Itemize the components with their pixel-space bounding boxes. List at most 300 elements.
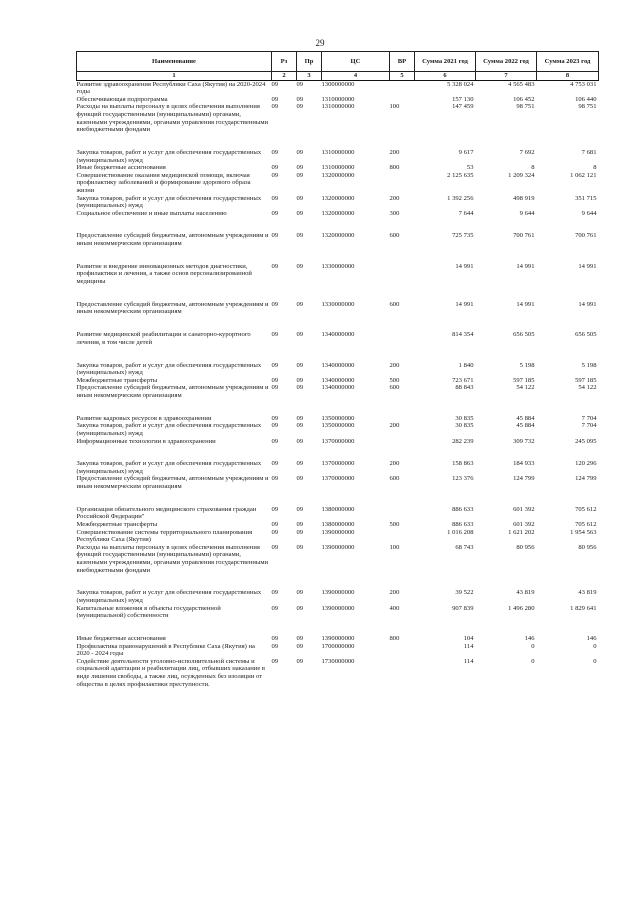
spacer-cell [77, 445, 599, 460]
row-pr: 09 [296, 171, 304, 179]
row-sum-2022: 184 933 [513, 460, 535, 468]
row-sum-2023: 124 799 [575, 475, 597, 483]
row-rz: 09 [271, 376, 279, 384]
row-sum-2021: 282 239 [452, 437, 474, 445]
row-spacer [77, 574, 599, 589]
row-spacer [77, 134, 599, 149]
row-cs: 1340000000 [321, 361, 355, 369]
table-row [77, 263, 599, 286]
row-sum-2022: 1 496 280 [508, 604, 535, 612]
row-vr [390, 172, 415, 195]
row-sum-2021: 7 644 [458, 209, 474, 217]
row-rz: 09 [271, 300, 279, 308]
column-number: 4 [322, 72, 390, 81]
row-cs: 1330000000 [321, 300, 355, 308]
row-rz: 09 [271, 164, 279, 172]
row-name: Расходы на выплаты персоналу в целях обеспечения выполнения функций государственными (муниципальными) органами, казенными учреждениями, органами управления государственными внебюджетными фондами [76, 103, 269, 134]
row-cs: 1310000000 [321, 148, 355, 156]
row-sum-2022: 7 692 [519, 148, 535, 156]
row-sum-2021: 30 835 [455, 422, 474, 430]
row-cs: 1390000000 [321, 604, 355, 612]
row-pr: 09 [296, 604, 304, 612]
row-sum-2022: 9 644 [519, 209, 535, 217]
table-row [77, 643, 599, 658]
row-cs: 1340000000 [321, 331, 355, 339]
row-cs: 1340000000 [321, 376, 355, 384]
row-cs: 1330000000 [321, 262, 355, 270]
row-sum-2023: 8 [593, 164, 597, 172]
row-vr [390, 331, 415, 346]
row-sum-2022: 309 732 [513, 437, 535, 445]
table-body [77, 80, 599, 688]
table-row [77, 544, 599, 574]
row-sum-2023: 80 956 [578, 543, 597, 551]
row-sum-2022: 8 [531, 164, 535, 172]
row-vr: 600 [389, 384, 400, 392]
row-sum-2023: 7 704 [581, 414, 597, 422]
row-sum-2022: 43 819 [516, 589, 535, 597]
row-spacer [77, 445, 599, 460]
row-vr: 200 [389, 460, 400, 468]
row-sum-2023: 5 198 [581, 361, 597, 369]
row-sum-2022: 4 565 483 [508, 80, 535, 88]
row-spacer [77, 248, 599, 263]
row-cs: 1390000000 [321, 589, 355, 597]
row-sum-2021: 1 392 256 [447, 194, 474, 202]
row-pr: 09 [296, 528, 304, 536]
row-name: Капитальные вложения в объекты государственной (муниципальной) собственности [76, 604, 221, 620]
row-spacer [77, 316, 599, 331]
row-cs: 1310000000 [321, 95, 355, 103]
row-vr: 400 [389, 604, 400, 612]
row-cs: 1370000000 [321, 437, 355, 445]
spacer-cell [77, 316, 599, 331]
row-vr [390, 438, 415, 446]
spacer-cell [77, 346, 599, 361]
spacer-cell [77, 400, 599, 415]
row-name: Закупка товаров, работ и услуг для обеспечения государственных (муниципальных) нужд [76, 361, 262, 377]
row-name: Развитие кадровых ресурсов в здравоохранении [76, 414, 212, 422]
row-sum-2023: 0 [593, 642, 597, 650]
row-name: Обеспечивающая подпрограмма [76, 95, 168, 103]
table-row [77, 232, 599, 247]
table-row [77, 415, 599, 423]
row-vr [390, 506, 415, 521]
row-sum-2022: 80 956 [516, 543, 535, 551]
row-name: Иные бюджетные ассигнования [76, 164, 166, 172]
row-rz: 09 [271, 414, 279, 422]
row-spacer [77, 400, 599, 415]
row-sum-2023: 14 991 [578, 262, 597, 270]
row-sum-2023: 7 704 [581, 422, 597, 430]
row-rz: 09 [271, 103, 279, 111]
row-pr: 09 [296, 422, 304, 430]
row-name: Развитие и внедрение инновационных методов диагностики, профилактики и лечения, а также основ персонализированной медицины [76, 262, 252, 286]
row-rz: 09 [271, 95, 279, 103]
table-row [77, 529, 599, 544]
row-pr: 09 [296, 589, 304, 597]
row-sum-2021: 114 [463, 642, 474, 650]
spacer-cell [77, 217, 599, 232]
spacer-cell [77, 134, 599, 149]
row-sum-2023: 120 296 [575, 460, 597, 468]
row-cs: 1300000000 [321, 80, 355, 88]
row-name: Предоставление субсидий бюджетным, автономным учреждениям и иным некоммерческим организациям [76, 300, 269, 316]
row-vr [390, 658, 415, 688]
row-spacer [77, 217, 599, 232]
row-sum-2022: 0 [531, 657, 535, 665]
row-pr: 09 [296, 148, 304, 156]
row-pr: 09 [296, 475, 304, 483]
table-row [77, 195, 599, 210]
row-vr: 100 [389, 543, 400, 551]
row-rz: 09 [271, 331, 279, 339]
page-number: 29 [315, 38, 325, 48]
row-sum-2022: 14 991 [516, 262, 535, 270]
table-row [77, 96, 599, 104]
row-sum-2023: 0 [593, 657, 597, 665]
row-sum-2023: 597 185 [575, 376, 597, 384]
row-pr: 09 [296, 232, 304, 240]
row-name: Развитие медицинской реабилитации и санаторно-курортного лечения, в том числе детей [76, 331, 251, 346]
header-vr: ВР [390, 52, 415, 72]
row-vr: 200 [389, 194, 400, 202]
row-name: Закупка товаров, работ и услуг для обеспечения государственных (муниципальных) нужд [76, 460, 262, 475]
row-sum-2022: 601 392 [513, 521, 535, 529]
row-vr [390, 263, 415, 286]
row-cs: 1320000000 [321, 209, 355, 217]
row-pr: 09 [296, 300, 304, 308]
table-row [77, 80, 599, 96]
budget-table [76, 51, 599, 688]
row-name: Предоставление субсидий бюджетным, автономным учреждениям и иным некоммерческим организациям [76, 384, 269, 399]
row-name: Закупка товаров, работ и услуг для обеспечения государственных (муниципальных) нужд [76, 148, 262, 164]
spacer-cell [77, 620, 599, 635]
table-row [77, 384, 599, 399]
row-sum-2022: 601 392 [513, 505, 535, 513]
row-spacer [77, 346, 599, 361]
row-name: Совершенствование системы территориального планирования Республики Саха (Якутия) [76, 528, 253, 544]
row-rz: 09 [271, 634, 279, 642]
table-row [77, 589, 599, 604]
row-sum-2023: 146 [586, 634, 597, 642]
table-row [77, 377, 599, 385]
row-spacer [77, 620, 599, 635]
row-vr: 200 [389, 361, 400, 369]
row-cs: 1350000000 [321, 422, 355, 430]
row-sum-2021: 9 617 [458, 148, 474, 156]
row-vr: 200 [389, 148, 400, 156]
spacer-cell [77, 248, 599, 263]
row-pr: 09 [296, 361, 304, 369]
row-rz: 09 [271, 361, 279, 369]
row-sum-2022: 106 452 [513, 95, 535, 103]
row-pr: 09 [296, 103, 304, 111]
row-rz: 09 [271, 589, 279, 597]
row-name: Информационные технологии в здравоохранении [76, 437, 216, 445]
table-row [77, 210, 599, 218]
header-rz: Рз [272, 52, 297, 72]
column-number: 5 [390, 72, 415, 81]
spacer-cell [77, 286, 599, 301]
row-rz: 09 [271, 232, 279, 240]
row-name: Межбюджетные трансферты [76, 376, 158, 384]
row-sum-2021: 886 633 [452, 505, 474, 513]
row-pr: 09 [296, 262, 304, 270]
row-pr: 09 [296, 384, 304, 392]
row-pr: 09 [296, 209, 304, 217]
row-pr: 09 [296, 414, 304, 422]
row-cs: 1320000000 [321, 171, 355, 179]
row-vr [390, 643, 415, 658]
row-sum-2021: 907 839 [452, 604, 474, 612]
row-pr: 09 [296, 194, 304, 202]
row-sum-2021: 157 130 [452, 95, 474, 103]
header-sum-2021: Сумма 2021 год [415, 52, 476, 72]
row-pr: 09 [296, 521, 304, 529]
row-vr: 200 [389, 589, 400, 597]
row-sum-2023: 700 761 [575, 232, 597, 240]
row-name: Социальное обеспечение и иные выплаты населению [76, 209, 227, 217]
row-sum-2021: 104 [463, 634, 474, 642]
table-row [77, 172, 599, 195]
row-pr: 09 [296, 437, 304, 445]
row-sum-2021: 1 840 [458, 361, 474, 369]
row-sum-2021: 158 863 [452, 460, 474, 468]
row-rz: 09 [271, 194, 279, 202]
row-sum-2023: 1 062 121 [570, 171, 597, 179]
row-sum-2023: 705 612 [575, 521, 597, 529]
row-name: Закупка товаров, работ и услуг для обеспечения государственных (муниципальных) нужд [76, 422, 262, 437]
row-sum-2022: 700 761 [513, 232, 535, 240]
row-sum-2022: 54 122 [516, 384, 535, 392]
row-rz: 09 [271, 437, 279, 445]
row-rz: 09 [271, 384, 279, 392]
row-sum-2022: 498 919 [513, 194, 535, 202]
row-rz: 09 [271, 475, 279, 483]
row-sum-2022: 14 991 [516, 300, 535, 308]
row-sum-2022: 0 [531, 642, 535, 650]
row-rz: 09 [271, 521, 279, 529]
row-pr: 09 [296, 543, 304, 551]
row-sum-2023: 1 829 641 [570, 604, 597, 612]
row-vr [390, 529, 415, 544]
table-row [77, 362, 599, 377]
row-rz: 09 [271, 209, 279, 217]
row-vr: 600 [389, 475, 400, 483]
row-sum-2022: 146 [524, 634, 535, 642]
row-sum-2023: 245 095 [575, 437, 597, 445]
row-sum-2021: 53 [466, 164, 474, 172]
row-cs: 1370000000 [321, 460, 355, 468]
row-cs: 1350000000 [321, 414, 355, 422]
row-sum-2023: 7 681 [581, 148, 597, 156]
row-sum-2021: 88 843 [455, 384, 474, 392]
row-name: Профилактика правонарушений в Республике Саха (Якутия) на 2020 - 2024 годы [76, 642, 255, 658]
row-rz: 09 [271, 505, 279, 513]
header-row [77, 52, 599, 72]
row-pr: 09 [296, 95, 304, 103]
row-vr: 200 [389, 422, 400, 430]
row-vr: 500 [389, 376, 400, 384]
column-number: 3 [297, 72, 322, 81]
row-name: Содействие деятельности уголовно-исполнительной системы и социальной адаптации и реабилитации лиц, отбывших наказание в виде лишения свободы, а также лиц, осужденных без изоляции от общества в целях профилактики преступности. [76, 657, 266, 688]
row-pr: 09 [296, 376, 304, 384]
row-cs: 1380000000 [321, 505, 355, 513]
table-row [77, 149, 599, 164]
row-sum-2021: 39 522 [455, 589, 474, 597]
table-row [77, 331, 599, 346]
table-row [77, 422, 599, 437]
row-cs: 1370000000 [321, 475, 355, 483]
header-sum-2022: Сумма 2022 год [476, 52, 537, 72]
row-pr: 09 [296, 164, 304, 172]
row-sum-2022: 597 185 [513, 376, 535, 384]
row-name: Развитие здравоохранения Республики Саха (Якутия) на 2020-2024 годы [76, 80, 266, 96]
header-pr: Пр [297, 52, 322, 72]
row-name: Предоставление субсидий бюджетным, автономным учреждениям и иным некоммерческим организациям [76, 475, 269, 491]
row-cs: 1730000000 [321, 657, 355, 665]
row-rz: 09 [271, 543, 279, 551]
column-number: 7 [476, 72, 537, 81]
row-sum-2023: 106 440 [575, 95, 597, 103]
row-rz: 09 [271, 148, 279, 156]
table-row [77, 475, 599, 490]
row-name: Межбюджетные трансферты [76, 521, 158, 529]
table-row [77, 103, 599, 133]
row-sum-2023: 54 122 [578, 384, 597, 392]
row-sum-2023: 9 644 [581, 209, 597, 217]
row-sum-2021: 14 991 [455, 262, 474, 270]
row-sum-2023: 656 505 [575, 331, 597, 339]
row-rz: 09 [271, 422, 279, 430]
row-vr: 500 [389, 521, 400, 529]
row-cs: 1310000000 [321, 103, 355, 111]
header-cs: ЦС [322, 52, 390, 72]
column-number: 8 [537, 72, 599, 81]
row-rz: 09 [271, 80, 279, 88]
row-spacer [77, 286, 599, 301]
row-name: Совершенствование оказания медицинской помощи, включая профилактику заболеваний и формирование здорового образа жизни [76, 171, 251, 194]
row-vr [390, 415, 415, 423]
row-pr: 09 [296, 505, 304, 513]
spacer-cell [77, 574, 599, 589]
row-sum-2021: 814 354 [452, 331, 474, 339]
row-sum-2023: 1 954 563 [570, 528, 597, 536]
row-cs: 1340000000 [321, 384, 355, 392]
table-row [77, 301, 599, 316]
row-rz: 09 [271, 262, 279, 270]
row-cs: 1390000000 [321, 543, 355, 551]
row-sum-2022: 1 209 324 [508, 171, 535, 179]
row-pr: 09 [296, 80, 304, 88]
table-row [77, 605, 599, 620]
row-rz: 09 [271, 642, 279, 650]
row-sum-2023: 4 753 031 [570, 80, 597, 88]
row-sum-2023: 98 751 [578, 103, 597, 111]
row-rz: 09 [271, 657, 279, 665]
header-sum-2023: Сумма 2023 год [537, 52, 599, 72]
row-cs: 1320000000 [321, 194, 355, 202]
row-cs: 1380000000 [321, 521, 355, 529]
row-rz: 09 [271, 604, 279, 612]
row-vr: 800 [389, 634, 400, 642]
row-sum-2021: 2 125 635 [447, 171, 474, 179]
row-vr: 800 [389, 164, 400, 172]
row-pr: 09 [296, 331, 304, 339]
row-vr [390, 80, 415, 96]
row-cs: 1320000000 [321, 232, 355, 240]
row-pr: 09 [296, 642, 304, 650]
table-row [77, 438, 599, 446]
column-number-row [77, 72, 599, 81]
row-sum-2022: 5 198 [519, 361, 535, 369]
row-pr: 09 [296, 634, 304, 642]
row-name: Закупка товаров, работ и услуг для обеспечения государственных (муниципальных) нужд [76, 194, 262, 210]
row-rz: 09 [271, 528, 279, 536]
column-number: 2 [272, 72, 297, 81]
row-sum-2021: 30 835 [455, 414, 474, 422]
row-sum-2021: 114 [463, 657, 474, 665]
row-sum-2022: 1 621 202 [508, 528, 535, 536]
row-sum-2023: 43 819 [578, 589, 597, 597]
row-vr: 300 [389, 209, 400, 217]
row-sum-2022: 98 751 [516, 103, 535, 111]
column-number: 1 [77, 72, 272, 81]
row-pr: 09 [296, 460, 304, 468]
row-sum-2021: 5 328 024 [447, 80, 474, 88]
row-sum-2023: 705 612 [575, 505, 597, 513]
row-name: Расходы на выплаты персоналу в целях обеспечения выполнения функций государственными (муниципальными) органами, казенными учреждениями, органами управления государственными внебюджетными фондами [76, 543, 269, 574]
table-row [77, 164, 599, 172]
row-cs: 1310000000 [321, 164, 355, 172]
row-rz: 09 [271, 171, 279, 179]
row-vr: 600 [389, 232, 400, 240]
row-sum-2021: 723 671 [452, 376, 474, 384]
table-row [77, 460, 599, 475]
row-rz: 09 [271, 460, 279, 468]
row-vr: 100 [389, 103, 400, 111]
row-spacer [77, 491, 599, 506]
row-name: Организация обязательного медицинского страхования граждан Российской Федерации" [76, 505, 257, 521]
row-sum-2022: 45 884 [516, 422, 535, 430]
column-number: 6 [415, 72, 476, 81]
row-pr: 09 [296, 657, 304, 665]
table-row [77, 635, 599, 643]
row-name: Иные бюджетные ассигнования [76, 634, 166, 642]
row-sum-2021: 14 991 [455, 300, 474, 308]
row-cs: 1700000000 [321, 642, 355, 650]
row-name: Закупка товаров, работ и услуг для обеспечения государственных (муниципальных) нужд [76, 589, 262, 604]
row-vr [390, 96, 415, 104]
row-sum-2021: 123 376 [452, 475, 474, 483]
row-cs: 1390000000 [321, 634, 355, 642]
row-sum-2022: 45 884 [516, 414, 535, 422]
row-sum-2021: 1 016 208 [447, 528, 474, 536]
row-name: Предоставление субсидий бюджетным, автономным учреждениям и иным некоммерческим организациям [76, 232, 269, 248]
table-row [77, 658, 599, 688]
row-sum-2021: 147 459 [452, 103, 474, 111]
row-sum-2023: 351 715 [575, 194, 597, 202]
row-sum-2021: 886 633 [452, 521, 474, 529]
row-sum-2021: 68 743 [455, 543, 474, 551]
row-sum-2022: 656 505 [513, 331, 535, 339]
row-sum-2021: 725 735 [452, 232, 474, 240]
row-vr: 600 [389, 300, 400, 308]
table-row [77, 506, 599, 521]
header-name: Наименование [77, 52, 272, 72]
row-sum-2022: 124 799 [513, 475, 535, 483]
